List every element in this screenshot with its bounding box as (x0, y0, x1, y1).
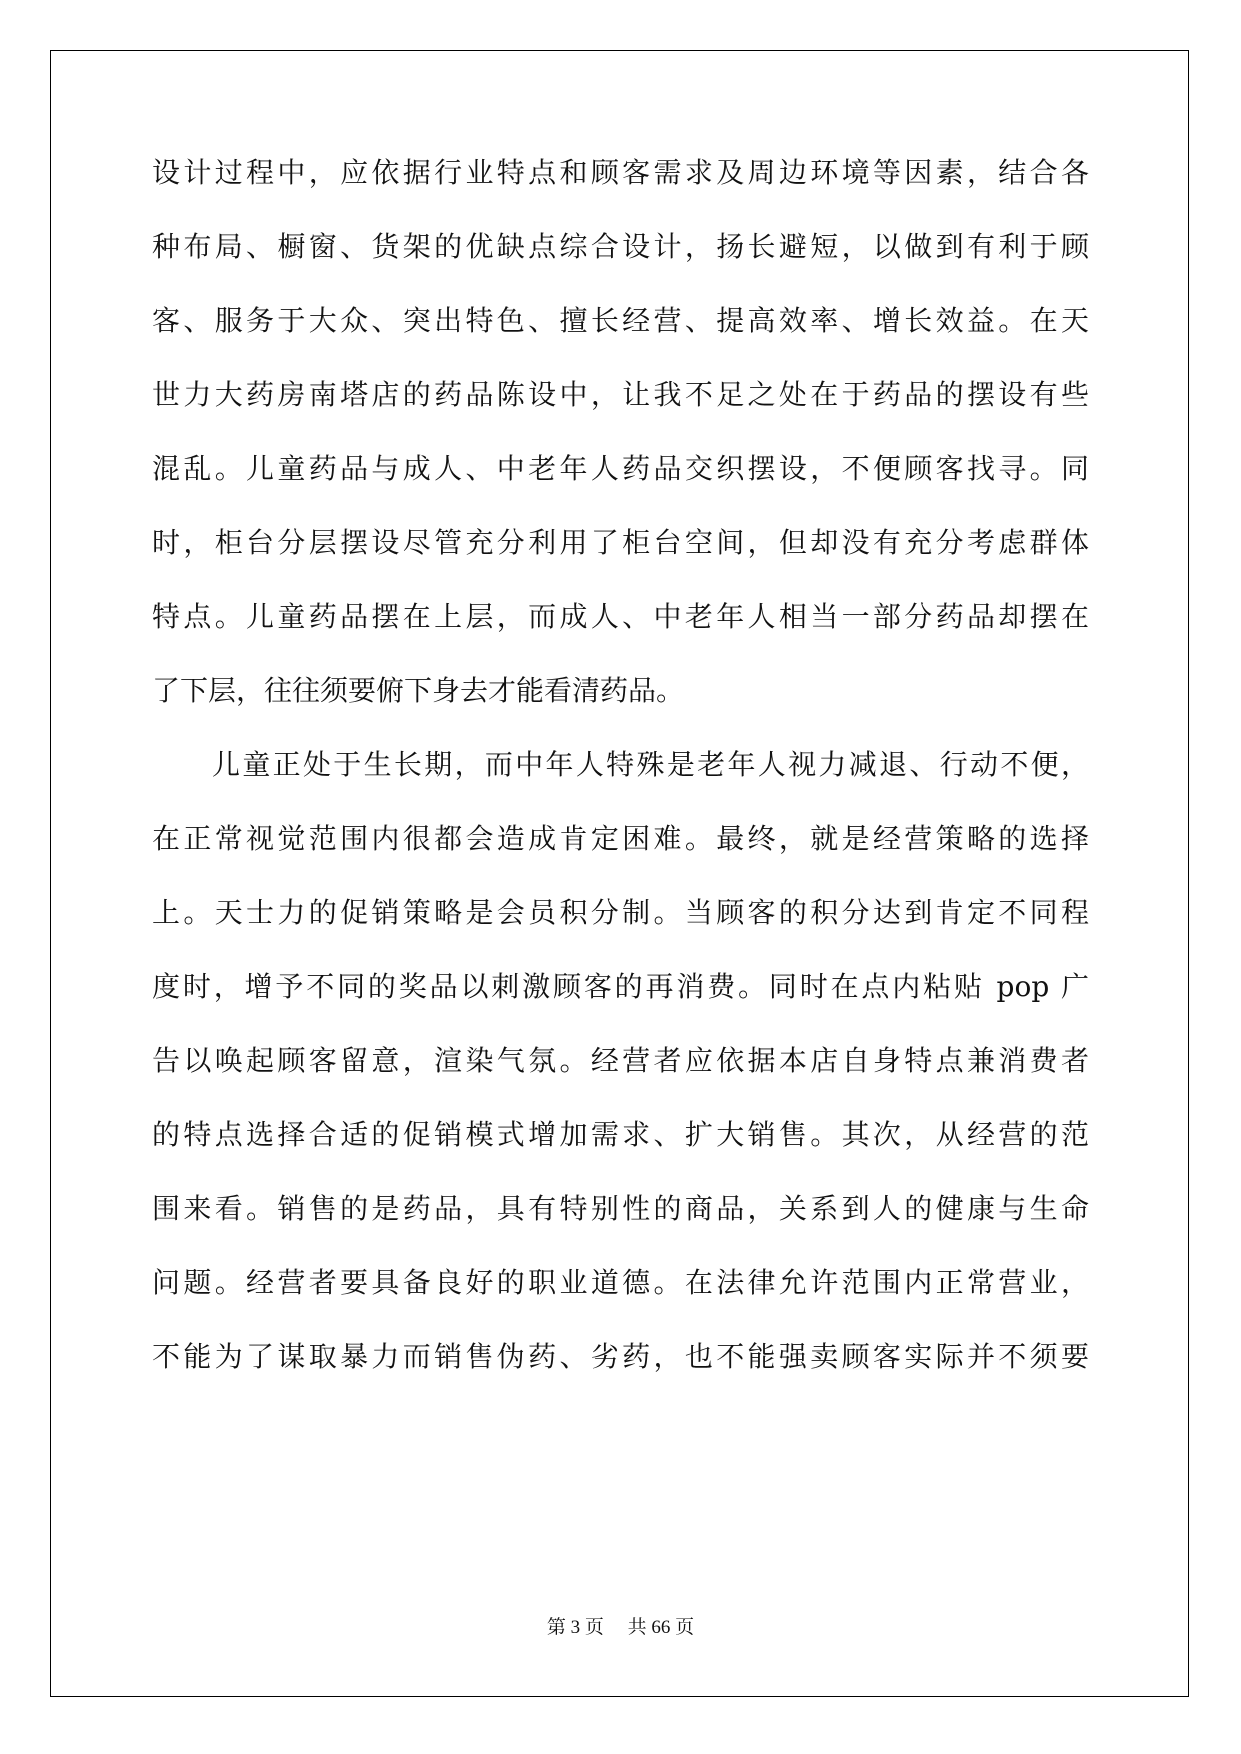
text-line: 的特点选择合适的促销模式增加需求、扩大销售。其次，从经营的范 (152, 1118, 1089, 1151)
paragraph-2 (152, 746, 1089, 1375)
text-line: 告以唤起顾客留意，渲染气氛。经营者应依据本店自身特点兼消费者 (152, 1044, 1089, 1077)
page-footer (0, 1612, 1241, 1639)
page-total: 共 66 页 (627, 1617, 695, 1638)
text-line: 混乱。儿童药品与成人、中老年人药品交织摆设，不便顾客找寻。同 (152, 452, 1089, 485)
text-line: 不能为了谋取暴力而销售伪药、劣药，也不能强卖顾客实际并不须要 (152, 1340, 1089, 1373)
text-line: 客、服务于大众、突出特色、擅长经营、提高效率、增长效益。在天 (152, 304, 1089, 337)
text-line: 度时，增予不同的奖品以刺激顾客的再消费。同时在点内粘贴 pop 广 (152, 970, 1089, 1003)
text-line: 问题。经营者要具备良好的职业道德。在法律允许范围内正常营业， (152, 1266, 1089, 1299)
text-line: 种布局、橱窗、货架的优缺点综合设计，扬长避短，以做到有利于顾 (152, 230, 1089, 263)
text-line: 设计过程中，应依据行业特点和顾客需求及周边环境等因素，结合各 (152, 156, 1089, 189)
text-line: 时，柜台分层摆设尽管充分利用了柜台空间，但却没有充分考虑群体 (152, 526, 1089, 559)
document-body (152, 154, 1089, 1412)
text-line: 特点。儿童药品摆在上层，而成人、中老年人相当一部分药品却摆在 (152, 600, 1089, 633)
text-line: 世力大药房南塔店的药品陈设中，让我不足之处在于药品的摆设有些 (152, 378, 1089, 411)
text-line: 了下层，往往须要俯下身去才能看清药品。 (152, 674, 685, 707)
paragraph-1 (152, 154, 1089, 709)
text-line: 上。天士力的促销策略是会员积分制。当顾客的积分达到肯定不同程 (152, 896, 1089, 929)
page-number: 第 3 页 (546, 1617, 604, 1638)
text-line: 儿童正处于生长期，而中年人特殊是老年人视力减退、行动不便， (212, 748, 1089, 781)
text-line: 围来看。销售的是药品，具有特别性的商品，关系到人的健康与生命 (152, 1192, 1089, 1225)
text-line: 在正常视觉范围内很都会造成肯定困难。最终，就是经营策略的选择 (152, 822, 1089, 855)
